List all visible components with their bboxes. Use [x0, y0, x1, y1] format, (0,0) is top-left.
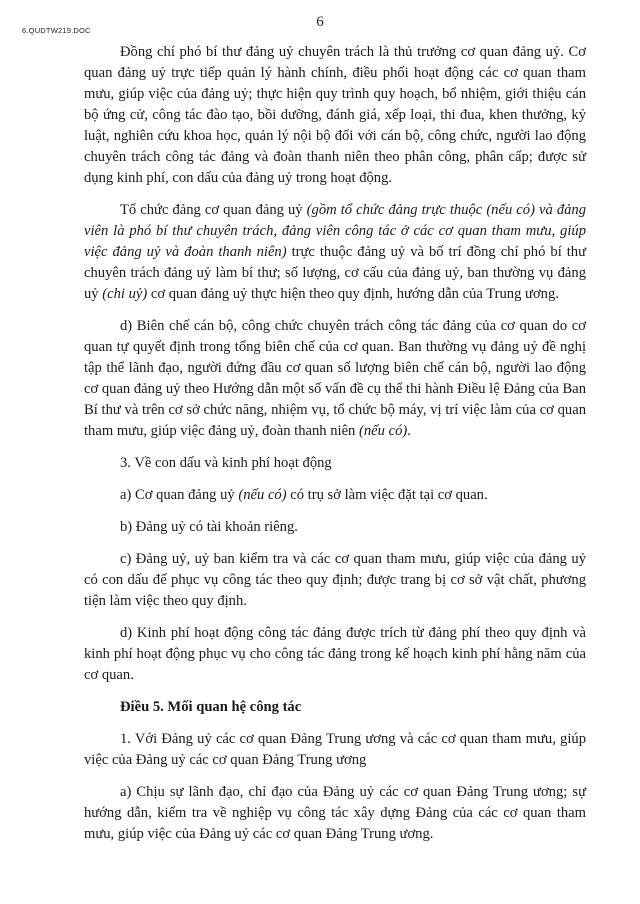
paragraph-funding: d) Kinh phí hoạt động công tác đảng được trích từ đảng phí theo quy định và kinh phí hoạt động phục vụ cho công tác đảng trong kế hoạch kinh phí hằng năm của cơ quan. [84, 625, 586, 683]
italic-note: (nếu có) [238, 487, 287, 503]
paragraph-staffing: d) Biên chế cán bộ, công chức chuyên trách công tác đảng của cơ quan do cơ quan tự quyết định trong tổng biên chế của cơ quan. Ban thường vụ đảng uỷ đề nghị tập thể lãnh đạo, người đứng đầu cơ quan số lượng biên chế cán bộ, người lao động cơ quan đảng uỷ theo Hướng dẫn một số vấn đề cụ thể thi hành Điều lệ Đảng của Ban Bí thư và trên cơ sở chức năng, nhiệm vụ, tổ chức bộ máy, vị trí việc làm của cơ quan tham mưu, giúp việc đảng uỷ, đoàn thanh niên (nếu có). [84, 318, 586, 439]
paragraph-seal: c) Đảng uỷ, uỷ ban kiểm tra và các cơ quan tham mưu, giúp việc của đảng uỷ có con dấu để phục vụ công tác theo quy định; được trang bị cơ sở vật chất, phương tiện làm việc theo quy định. [84, 551, 586, 609]
article-5-heading: Điều 5. Mối quan hệ công tác [120, 699, 302, 715]
italic-note: (gồm tổ chức đảng trực thuộc (nếu có) và đảng viên là phó bí thư chuyên trách, đảng viên công tác ở các cơ quan tham mưu, giúp việc đảng uỷ và đoàn thanh niên) [84, 202, 587, 260]
italic-note: (nếu có) [359, 423, 408, 439]
page-number: 6 [316, 14, 324, 30]
paragraph-bank-account: b) Đảng uỷ có tài khoản riêng. [120, 519, 298, 535]
paragraph-relations-central: 1. Với Đảng uỷ các cơ quan Đảng Trung ương và các cơ quan tham mưu, giúp việc của Đảng uỷ các cơ quan Đảng Trung ương [84, 731, 586, 768]
paragraph-head-of-office: Đồng chí phó bí thư đảng uỷ chuyên trách là thủ trưởng cơ quan đảng uỷ. Cơ quan đảng uỷ trực tiếp quản lý hành chính, điều phối hoạt động các cơ quan tham mưu, giúp việc của đảng uỷ; thực hiện quy trình quy hoạch, bổ nhiệm, giới thiệu cán bộ ứng cử, công tác đào tạo, bồi dưỡng, đánh giá, xếp loại, thi đua, khen thưởng, kỷ luật, nghiên cứu khoa học, quản lý nội bộ đối với cán bộ, công chức, người lao động chuyên trách công tác đảng và đoàn thanh niên theo phân công, phân cấp; được sử dụng kinh phí, con dấu của đảng uỷ trong hoạt động. [84, 44, 586, 186]
document-body [84, 42, 586, 856]
file-code: 6.QUDTW219.DOC [22, 26, 91, 35]
paragraph-office-location: a) Cơ quan đảng uỷ (nếu có) có trụ sở làm việc đặt tại cơ quan. [120, 487, 488, 503]
paragraph-party-organization: Tổ chức đảng cơ quan đảng uỷ (gồm tổ chức đảng trực thuộc (nếu có) và đảng viên là phó bí thư chuyên trách, đảng viên công tác ở các cơ quan tham mưu, giúp việc đảng uỷ và đoàn thanh niên) trực thuộc đảng uỷ và bố trí đồng chí phó bí thư chuyên trách đảng uỷ làm bí thư; số lượng, cơ cấu của đảng uỷ, ban thường vụ đảng uỷ (chi uỷ) cơ quan đảng uỷ thực hiện theo quy định, hướng dẫn của Trung ương. [84, 202, 587, 302]
italic-note: (chi uỷ) [102, 286, 148, 302]
section-seal-and-funds: 3. Về con dấu và kinh phí hoạt động [120, 455, 332, 471]
paragraph-leadership: a) Chịu sự lãnh đạo, chỉ đạo của Đảng uỷ các cơ quan Đảng Trung ương; sự hướng dẫn, kiểm tra về nghiệp vụ công tác xây dựng Đảng của các cơ quan tham mưu, giúp việc của Đảng uỷ các cơ quan Đảng Trung ương. [84, 784, 586, 842]
